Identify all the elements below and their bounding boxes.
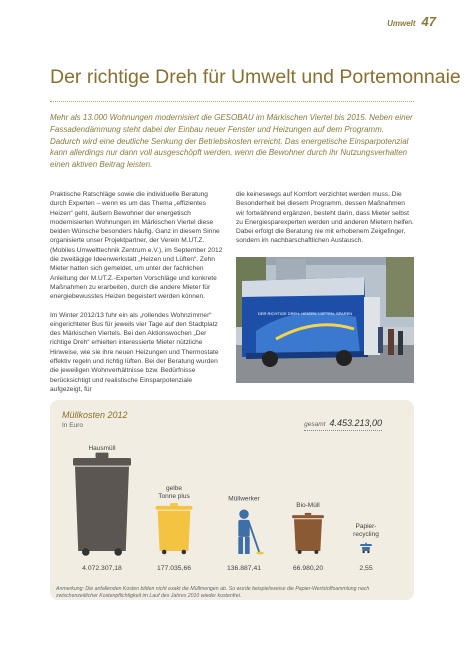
category-label: Bio-Müll [296,502,320,510]
chart-bar [156,503,193,554]
bus-photo [236,257,414,383]
total-value: 4.453.213,00 [329,418,382,428]
chart-bar [360,543,372,554]
chart-bar [292,513,324,554]
bus-photo-illustration [236,257,414,383]
body-column-right [236,190,414,255]
chart-bar [238,509,264,554]
value-label: 177.035,66 [156,565,192,572]
value-label: 2,55 [359,565,373,572]
category-label: Tonne plus [158,492,190,500]
page-title: Der richtige Dreh für Umwelt und Portemonnaie [50,66,461,88]
bin-icon [292,515,324,518]
body-column-left [50,190,226,403]
intro-paragraph: Mehr als 13.000 Wohnungen modernisiert die GESOBAU im Märkischen Viertel bis 2015. Neben einer Fassadendämmung steht dabei der Einbau neuer Fenster und Heizungen auf dem Programm. Dadurch wird eine deutliche Senkung der Betriebskosten erreicht. Das energetische Einsparpotenzial kann allerdings nur dann voll ausgeschöpft werden, wenn die Bewohner durch ihr Nutzungsverhalten einen aktiven Beitrag leisten. [50,113,413,170]
value-label: 66.980,20 [292,565,324,572]
category-label: Papier- [355,523,377,530]
worker-icon [239,509,248,518]
body-paragraph: Praktische Ratschläge sowie die individuelle Beratung durch Experten – wenn es um das Thema „effizientes Heizen“ geht, äußern Bewohner der energetisch modernisierten Wohnungen im Märkischen Viertel diese beiden Wünsche besonders häufig. Ganz in diesem Sinne organisierte unser Projektpartner, der Verein M.UT.Z. (Mobiles Umwelttechnik Zentrum e.V.), im September 2012 die zweitägige Ideenwerkstatt „Heizen und Lüften“. Zehn Mieter hatten sich gemeldet, um unter der fachlichen Anleitung der M.UT.Z.-Experten Vorschläge und konkrete Maßnahmen zu erarbeiten, durch die andere Mieter für energiebewusstes Heizen begeistert werden können. [50,191,223,301]
chart-title: Müllkosten 2012 [62,410,128,420]
body-paragraph: Im Winter 2012/13 fuhr ein als „rollendes Wohnzimmer“ eingerichteter Bus für jeweils vier Tage auf den Stadtplatz des Märkischen Viertels. Bei den Aktionswochen „Der richtige Dreh“ erhielten interessierte Mieter nützliche Hinweise, wie sie ihre neuen Heizungen und Thermostate effektiv regeln und richtig lüften. Bei der Beratung wurden die jeweiligen Wohnverhältnisse bzw. Bedürfnisse berücksichtigt und realistische Einsparpotenziale aufgezeigt, für [50,311,219,393]
bin-icon [156,506,193,510]
chart-footnote: Anmerkung: Die anfallenden Kosten bilden nicht exakt die Müllmengen ab. So wurde beispielsweise die Papier-Wertstoffsammlung nach zwischenzeitlicher Kostenpflichtigkeit im Lauf des Jahres 2010 wieder kostenfrei. [56,586,370,599]
value-label: 136.887,41 [226,565,262,572]
title-divider [50,101,414,102]
section-label: Umwelt [387,19,416,28]
total-label: gesamt [304,421,326,428]
bin-icon [360,544,372,546]
category-label: Müllwerker [228,495,260,503]
value-label: 4.072.307,18 [82,565,122,572]
body-paragraph: die keineswegs auf Komfort verzichtet werden muss. Die Besonderheit bei diesem Programm, dessen Maßnahmen wir fortwährend ergänzen, besteht darin, dass Mieter selbst zu Energiesparexperten werden und anderen Mietern helfen. Dabei erfolgt die Beratung nie mit erhobenem Zeigefinger, sondern im nachbarschaftlichen Austausch. [236,191,414,245]
bin-icon [73,458,131,466]
chart-total [304,418,382,431]
category-label: recycling [353,531,379,538]
chart-unit-label: In Euro [62,422,83,429]
category-label: Hausmüll [88,445,116,452]
page-number: 47 [421,14,436,29]
chart-bar [73,453,131,556]
category-label: gelbe [166,484,182,492]
page-header [387,14,436,29]
bus-slogan: DER RICHTIGE DREH: HEIZEN, LÜFTEN, SPAREN [258,311,353,316]
waste-cost-chart [50,400,414,600]
